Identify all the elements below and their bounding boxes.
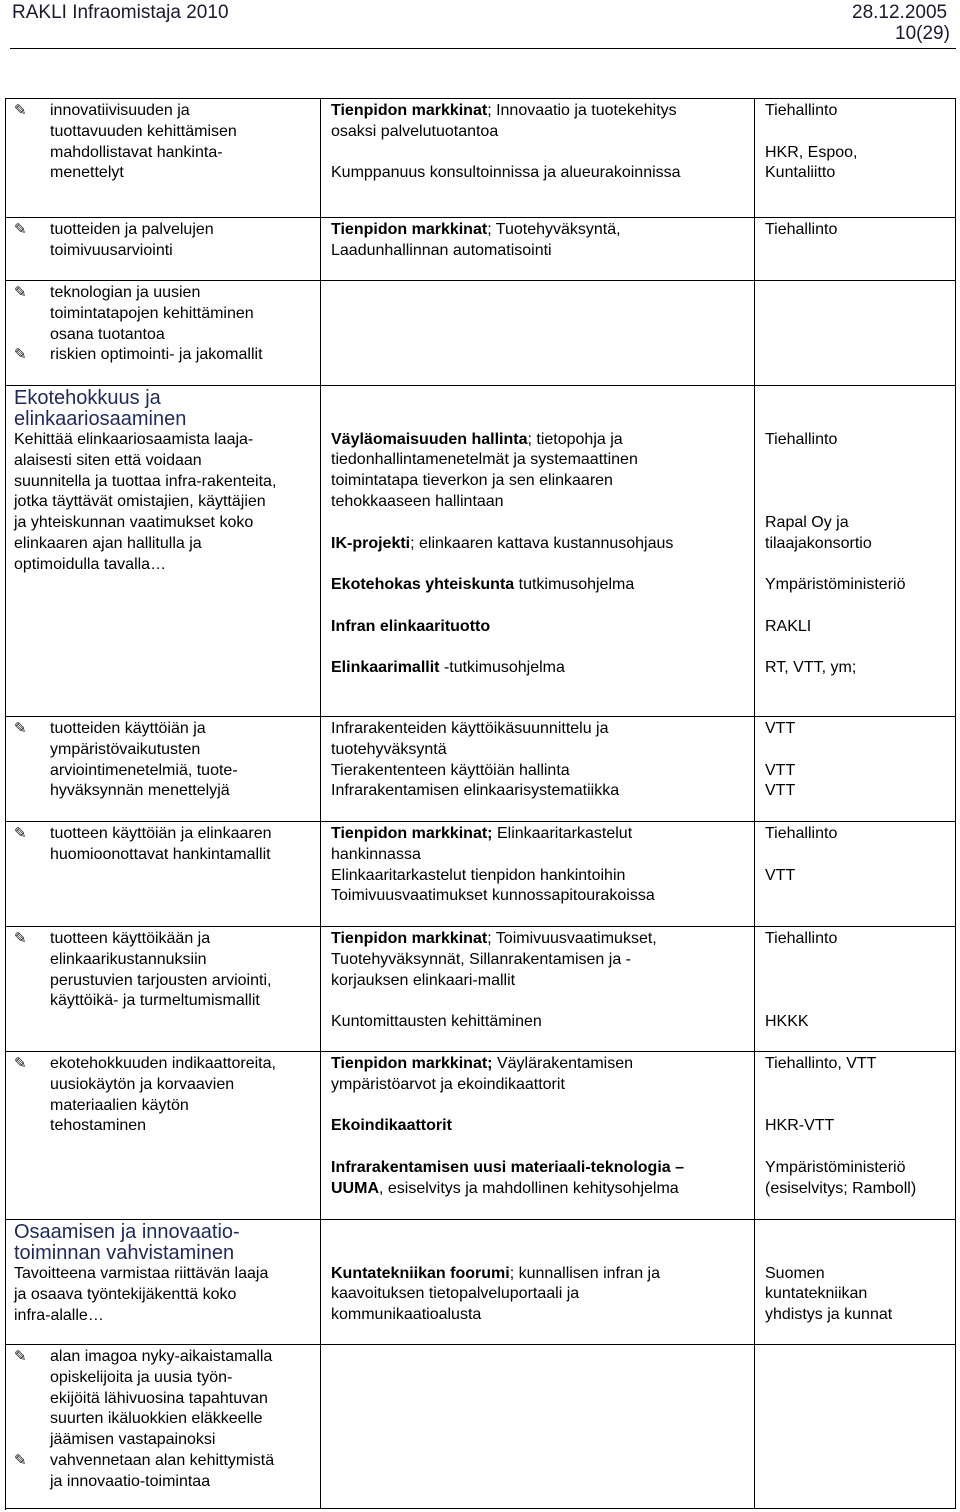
text-line: Rapal Oy ja (765, 513, 849, 531)
bullet-text: tehostaminen (50, 1117, 147, 1135)
text-line: Kehittää elinkaariosaamista laaja- (14, 431, 254, 448)
responsible-cell (755, 99, 956, 217)
table-row (6, 386, 956, 717)
bullet-item (14, 950, 312, 971)
text-line: yhdistys ja kunnat (765, 1306, 893, 1324)
pen-bullet-icon: ✎ (14, 221, 27, 238)
text-line: infra-alalle… (14, 1306, 104, 1324)
bold-run: IK-projekti (331, 534, 411, 552)
objective-cell (6, 1220, 321, 1344)
table-row (6, 99, 956, 218)
bullet-text: osana tuotantoa (50, 325, 165, 343)
blank-line (765, 409, 947, 430)
text-line: kommunikaatioalusta (331, 1306, 482, 1324)
bullet-text: ekijöitä lähivuosina tapahtuvan (50, 1389, 268, 1407)
pen-bullet-icon (14, 325, 50, 346)
responsible-cell (755, 218, 956, 280)
text-run: , esiselvitys ja mahdollinen kehitysohjelma (379, 1179, 679, 1197)
text-run: Elinkaaritarkastelut (492, 825, 633, 842)
text-line: Tavoitteena varmistaa riittävän laaja (14, 1265, 269, 1282)
text-line: ja osaava työntekijäkenttä koko (14, 1285, 237, 1303)
bullet-text: tuotteiden ja palvelujen (50, 221, 214, 238)
pen-bullet-icon (14, 1389, 50, 1410)
pen-bullet-icon: ✎ (14, 720, 27, 737)
text-line: HKR, Espoo, (765, 143, 858, 161)
text-line: VTT (765, 866, 796, 884)
blank-line (765, 1137, 947, 1158)
text-line: Tiehallinto, VTT (765, 1055, 877, 1072)
bullet-item (14, 761, 312, 782)
text-line (331, 1116, 746, 1137)
bold-run: Tienpidon markkinat; (331, 1055, 493, 1072)
bullet-item (14, 101, 312, 122)
bullet-item (14, 1116, 312, 1137)
bullet-item (14, 1075, 312, 1096)
pen-bullet-icon (14, 950, 50, 971)
text-line: optimoidulla tavalla… (14, 555, 167, 573)
bullet-item (14, 283, 312, 304)
bullet-item (14, 241, 312, 262)
table-row (6, 1052, 956, 1220)
blank-line (765, 991, 947, 1012)
text-line: Tierakententeen käyttöiän hallinta (331, 761, 570, 779)
text-line: VTT (765, 720, 796, 737)
objective-cell (6, 822, 321, 926)
pen-bullet-icon: ✎ (14, 930, 27, 947)
bold-run: Ekotehokas yhteiskunta (331, 576, 515, 594)
page-number: 10(29) (895, 23, 950, 44)
bullet-item (14, 1368, 312, 1389)
text-line: Tiehallinto (765, 930, 838, 947)
text-line: suunnitella ja tuottaa infra-rakenteita, (14, 472, 277, 490)
blank-line (765, 1222, 947, 1243)
responsible-cell (755, 927, 956, 1051)
bullet-text: tuotteen käyttöikään ja (50, 930, 211, 947)
bullet-text: elinkaarikustannuksiin (50, 950, 207, 968)
text-line: toimintatapa tieverkon ja sen elinkaaren (331, 472, 613, 490)
responsible-cell (755, 386, 956, 716)
bullet-text: vahvennetaan alan kehittymistä (50, 1451, 275, 1469)
pen-bullet-icon (14, 971, 50, 992)
bold-run: Elinkaarimallit (331, 659, 444, 677)
bold-run: Ekoindikaattorit (331, 1117, 452, 1135)
bullet-item (14, 1347, 312, 1368)
blank-line (765, 950, 947, 971)
bullet-item (14, 220, 312, 241)
bullet-item (14, 740, 312, 761)
pen-bullet-icon: ✎ (14, 1348, 27, 1365)
text-line: Tuotehyväksynnät, Sillanrakentamisen ja - (331, 950, 631, 968)
pen-bullet-icon: ✎ (14, 825, 27, 842)
objective-cell (6, 218, 321, 280)
bold-run: Tienpidon markkinat; (331, 825, 493, 842)
text-run: ; Innovaatio ja tuotekehitys (487, 102, 677, 119)
objective-cell (6, 1345, 321, 1508)
bullet-item (14, 1472, 312, 1493)
text-line: kuntatekniikan (765, 1285, 868, 1303)
pen-bullet-icon (14, 781, 50, 802)
text-line: Tiehallinto (765, 221, 838, 238)
pen-bullet-icon (14, 740, 50, 761)
text-line: korjauksen elinkaari-mallit (331, 971, 516, 989)
blank-line (765, 1243, 947, 1264)
blank-line (331, 513, 746, 534)
text-line: elinkaaren ajan hallitulla ja (14, 534, 202, 552)
project-cell (321, 281, 755, 385)
blank-line (765, 638, 947, 659)
blank-line (331, 554, 746, 575)
text-line: HKR-VTT (765, 1117, 835, 1135)
responsible-cell (755, 281, 956, 385)
objective-cell (6, 99, 321, 217)
text-line: (esiselvitys; Ramboll) (765, 1179, 917, 1197)
table-row (6, 1220, 956, 1345)
document-title: RAKLI Infraomistaja 2010 (12, 2, 229, 23)
text-line: tuotehyväksyntä (331, 740, 447, 758)
pen-bullet-icon (14, 761, 50, 782)
text-run: ; kunnallisen infran ja (509, 1264, 660, 1282)
objective-cell (6, 927, 321, 1051)
blank-line (331, 409, 746, 430)
text-line (331, 617, 746, 638)
text-line (331, 929, 746, 950)
text-line: Suomen (765, 1264, 825, 1282)
text-line: Kumppanuus konsultoinnissa ja alueurakoinnissa (331, 164, 681, 182)
bullet-text: arviointimenetelmiä, tuote- (50, 761, 238, 779)
blank-line (765, 1075, 947, 1096)
bullet-item (14, 824, 312, 845)
bold-run: Kuntatekniikan foorumi (331, 1264, 510, 1282)
pen-bullet-icon (14, 143, 50, 164)
objective-cell (6, 717, 321, 821)
blank-line (765, 122, 947, 143)
bold-run: Tienpidon markkinat (331, 221, 488, 238)
text-line: jotka täyttävät omistajien, käyttäjien (14, 493, 266, 511)
text-line (331, 658, 746, 679)
project-cell (321, 1345, 755, 1508)
bold-run: Infran elinkaarituotto (331, 617, 491, 635)
text-line: Tiehallinto (765, 102, 838, 119)
pen-bullet-icon (14, 1368, 50, 1389)
text-line: alaisesti siten että voidaan (14, 451, 202, 469)
text-run: ; Toimivuusvaatimukset, (487, 930, 657, 947)
bold-run: UUMA (331, 1179, 379, 1197)
bullet-item (14, 781, 312, 802)
bold-run: Väyläomaisuuden hallinta (331, 430, 528, 448)
text-line: Infrarakenteiden käyttöikäsuunnittelu ja (331, 720, 609, 737)
content-table (5, 98, 956, 1510)
bullet-text: käyttöikä- ja turmeltumismallit (50, 992, 260, 1010)
project-cell (321, 1220, 755, 1344)
text-line: HKKK (765, 1013, 809, 1031)
bullet-text: mahdollistavat hankinta- (50, 143, 223, 161)
bullet-item (14, 163, 312, 184)
bullet-text: tuotteen käyttöiän ja elinkaaren (50, 825, 272, 842)
bullet-item (14, 325, 312, 346)
responsible-cell (755, 1220, 956, 1344)
text-line: tehokkaaseen hallintaan (331, 492, 504, 510)
bullet-text: tuotteiden käyttöiän ja (50, 720, 206, 737)
blank-line (765, 450, 947, 471)
text-run: ; Tuotehyväksyntä, (487, 221, 621, 238)
blank-line (765, 554, 947, 575)
blank-line (331, 1243, 746, 1264)
project-cell (321, 927, 755, 1051)
bullet-text: tuottavuuden kehittämisen (50, 122, 237, 140)
project-cell (321, 822, 755, 926)
bullet-item (14, 971, 312, 992)
document-date: 28.12.2005 (852, 2, 948, 23)
bullet-item (14, 143, 312, 164)
bold-run: Infrarakentamisen uusi materiaali-teknologia – (331, 1158, 685, 1176)
table-row (6, 1345, 956, 1509)
text-line (331, 1179, 746, 1200)
bullet-text: teknologian ja uusien (50, 284, 201, 301)
section-heading: toiminnan vahvistaminen (14, 1242, 235, 1264)
text-line: Toimivuusvaatimukset kunnossapitourakoissa (331, 887, 655, 905)
bullet-text: opiskelijoita ja uusia työn- (50, 1368, 233, 1386)
bold-run: Tienpidon markkinat (331, 102, 488, 119)
blank-line (331, 143, 746, 164)
pen-bullet-icon (14, 1075, 50, 1096)
text-line: Laadunhallinnan automatisointi (331, 241, 552, 259)
bullet-item (14, 719, 312, 740)
blank-line (765, 971, 947, 992)
text-line (331, 1264, 746, 1285)
bullet-item (14, 929, 312, 950)
section-heading: Osaamisen ja innovaatio- (14, 1221, 240, 1243)
text-line: Kuntaliitto (765, 164, 836, 182)
pen-bullet-icon (14, 1116, 50, 1137)
pen-bullet-icon (14, 122, 50, 143)
blank-line (765, 471, 947, 492)
text-line (331, 534, 746, 555)
table-row (6, 218, 956, 281)
bullet-text: huomioonottavat hankintamallit (50, 845, 271, 863)
table-row (6, 927, 956, 1052)
bullet-item (14, 845, 312, 866)
blank-line (765, 388, 947, 409)
text-line: tilaajakonsortio (765, 534, 872, 552)
bullet-text: ekotehokkuuden indikaattoreita, (50, 1055, 276, 1072)
bullet-item (14, 1451, 312, 1472)
bullet-text: innovatiivisuuden ja (50, 102, 190, 119)
bullet-item (14, 1389, 312, 1410)
blank-line (331, 638, 746, 659)
pen-bullet-icon (14, 1409, 50, 1430)
text-line: Tiehallinto (765, 825, 838, 842)
blank-line (765, 596, 947, 617)
table-row (6, 281, 956, 386)
table-row (6, 717, 956, 822)
bullet-item (14, 304, 312, 325)
text-line: Ympäristöministeriö (765, 576, 906, 594)
responsible-cell (755, 822, 956, 926)
blank-line (765, 1096, 947, 1117)
bullet-text: uusiokäytön ja korvaavien (50, 1075, 235, 1093)
bullet-text: jäämisen vastapainoksi (50, 1431, 216, 1449)
project-cell (321, 1052, 755, 1219)
bold-run: Tienpidon markkinat (331, 930, 488, 947)
text-line: RT, VTT, ym; (765, 659, 857, 677)
pen-bullet-icon (14, 1430, 50, 1451)
pen-bullet-icon (14, 991, 50, 1012)
text-line: kaavoituksen tietopalveluportaali ja (331, 1285, 580, 1303)
project-cell (321, 218, 755, 280)
bullet-text: toimintatapojen kehittäminen (50, 304, 254, 322)
objective-cell (6, 281, 321, 385)
project-cell (321, 717, 755, 821)
pen-bullet-icon: ✎ (14, 102, 27, 119)
blank-line (331, 1222, 746, 1243)
pen-bullet-icon (14, 845, 50, 866)
bullet-text: menettelyt (50, 164, 124, 182)
bullet-text: riskien optimointi- ja jakomallit (50, 346, 263, 364)
blank-line (765, 492, 947, 513)
text-line (331, 575, 746, 596)
section-heading: Ekotehokkuus ja (14, 387, 161, 409)
text-run: -tutkimusohjelma (443, 659, 565, 677)
text-line (331, 1158, 746, 1179)
bullet-text: perustuvien tarjousten arviointi, (50, 971, 272, 989)
text-run: tutkimusohjelma (514, 576, 635, 594)
blank-line (331, 388, 746, 409)
pen-bullet-icon: ✎ (14, 1055, 27, 1072)
header-rule (10, 48, 956, 49)
blank-line (331, 991, 746, 1012)
text-line: ympäristöarvot ja ekoindikaattorit (331, 1075, 565, 1093)
bullet-text: hyväksynnän menettelyjä (50, 782, 230, 800)
objective-cell (6, 1052, 321, 1219)
responsible-cell (755, 1052, 956, 1219)
blank-line (331, 1137, 746, 1158)
responsible-cell (755, 717, 956, 821)
text-line: Kuntomittausten kehittäminen (331, 1013, 542, 1031)
responsible-cell (755, 1345, 956, 1508)
bullet-text: ympäristövaikutusten (50, 740, 201, 758)
text-line: Elinkaaritarkastelut tienpidon hankintoihin (331, 866, 626, 884)
text-line: ja yhteiskunnan vaatimukset koko (14, 514, 254, 532)
page-header (0, 0, 960, 50)
bullet-item (14, 122, 312, 143)
text-line: RAKLI (765, 617, 812, 635)
text-line: osaksi palvelutuotantoa (331, 122, 499, 140)
table-row (6, 822, 956, 927)
bullet-item (14, 1430, 312, 1451)
pen-bullet-icon: ✎ (14, 1451, 27, 1469)
text-line: hankinnassa (331, 845, 421, 863)
text-run: Väylärakentamisen (492, 1055, 634, 1072)
bullet-text: toimivuusarviointi (50, 241, 173, 259)
bullet-item (14, 345, 312, 366)
pen-bullet-icon (14, 163, 50, 184)
bullet-item (14, 1096, 312, 1117)
pen-bullet-icon: ✎ (14, 346, 27, 364)
pen-bullet-icon (14, 304, 50, 325)
text-line (331, 824, 746, 845)
blank-line (765, 845, 947, 866)
text-line: tiedonhallintamenetelmät ja systemaattinen (331, 451, 638, 469)
text-line (331, 101, 746, 122)
bullet-text: alan imagoa nyky-aikaistamalla (50, 1348, 273, 1365)
text-line (331, 220, 746, 241)
project-cell (321, 99, 755, 217)
pen-bullet-icon (14, 1096, 50, 1117)
section-heading: elinkaariosaaminen (14, 408, 187, 430)
pen-bullet-icon (14, 1472, 50, 1493)
bullet-text: materiaalien käytön (50, 1096, 189, 1114)
text-run: ; tietopohja ja (527, 430, 623, 448)
text-line: VTT (765, 761, 796, 779)
bullet-item (14, 1409, 312, 1430)
text-line: Ympäristöministeriö (765, 1158, 906, 1176)
blank-line (331, 596, 746, 617)
text-line (331, 430, 746, 451)
bullet-item (14, 991, 312, 1012)
objective-cell (6, 386, 321, 716)
text-line: VTT (765, 782, 796, 800)
bullet-text: ja innovaatio-toimintaa (50, 1472, 211, 1490)
blank-line (331, 1096, 746, 1117)
blank-line (765, 740, 947, 761)
text-run: ; elinkaaren kattava kustannusohjaus (410, 534, 674, 552)
text-line: Infrarakentamisen elinkaarisystematiikka (331, 782, 620, 800)
bullet-item (14, 1054, 312, 1075)
pen-bullet-icon: ✎ (14, 284, 27, 301)
project-cell (321, 386, 755, 716)
text-line (331, 1054, 746, 1075)
pen-bullet-icon (14, 241, 50, 262)
text-line: Tiehallinto (765, 430, 838, 448)
bullet-text: suurten ikäluokkien eläkkeelle (50, 1410, 263, 1428)
